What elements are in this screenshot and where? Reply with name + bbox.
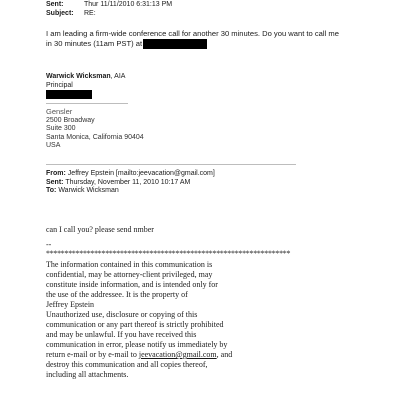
disclaimer-line: the use of the addressee. It is the property of <box>46 290 188 299</box>
from-label: From: <box>46 170 66 177</box>
address-line: 2500 Broadway <box>46 116 95 124</box>
message-divider <box>46 164 296 165</box>
disclaimer <box>46 260 346 380</box>
disclaimer-line: including all attachments. <box>46 370 129 379</box>
original-to-row <box>46 187 215 196</box>
reply-subject-row <box>46 9 96 18</box>
address-line: USA <box>46 142 61 150</box>
disclaimer-line: constitute inside information, and is intended only for <box>46 280 218 289</box>
sent-label: Sent: <box>46 178 64 186</box>
disclaimer-line: communication in error, please notify us immediately by <box>46 340 228 349</box>
sent-value: Thur 11/11/2010 6:31:13 PM <box>84 1 173 8</box>
original-body: can I call you? please send nmber <box>46 225 154 234</box>
address-line: Suite 300 <box>46 125 76 133</box>
signature-title: Principal <box>46 81 73 89</box>
redaction-box <box>143 39 207 49</box>
company-name: Gensler <box>46 107 73 116</box>
signature-name: Warwick Wicksman <box>46 73 111 80</box>
signature-credential: , AIA <box>110 73 126 80</box>
original-from-row <box>46 170 215 179</box>
original-sent-row <box>46 179 215 188</box>
sent-label: Sent: <box>46 1 64 8</box>
signature-name-row <box>46 73 125 82</box>
original-header <box>46 170 215 196</box>
disclaimer-line: destroy this communication and all copies thereof, <box>46 360 208 369</box>
reply-sent-row <box>46 0 172 9</box>
signature-divider <box>46 103 128 104</box>
disclaimer-line: Jeffrey Epstein <box>46 300 95 309</box>
to-label: To: <box>46 187 57 194</box>
separator-dashes: -- <box>46 240 52 249</box>
reply-body-line-1: I am leading a firm-wide conference call for another 30 minutes. Do you want to call me <box>46 29 339 38</box>
disclaimer-line: Unauthorized use, disclosure or copying of this <box>46 310 198 319</box>
subject-value: RE: <box>84 10 96 17</box>
separator-stars: ****************************************************************** <box>46 249 291 258</box>
reply-body <box>46 29 386 49</box>
signature-block <box>46 73 125 100</box>
disclaimer-line: communication or any part thereof is strictly prohibited <box>46 320 224 329</box>
disclaimer-text: return e-mail or by e-mail to <box>46 350 139 359</box>
disclaimer-line: confidential, may be attorney-client privileged, may <box>46 270 213 279</box>
subject-label: Subject: <box>46 10 74 17</box>
email-link[interactable]: jeevacation@gmail.com <box>138 350 217 359</box>
disclaimer-line <box>46 350 346 360</box>
from-value: Jeffrey Epstein [mailto:jeevacation@gmail.com] <box>67 170 215 177</box>
disclaimer-line: The information contained in this communication is <box>46 260 213 269</box>
redaction-box <box>46 90 92 99</box>
reply-body-line-2-text: in 30 minutes (11am PST) at <box>46 39 143 48</box>
to-value: Warwick Wicksman <box>58 187 119 194</box>
signature-redaction-row <box>46 90 125 100</box>
disclaimer-text: , and <box>216 350 233 359</box>
disclaimer-line: and may be unlawful. If you have received this <box>46 330 197 339</box>
address-line: Santa Monica, California 90404 <box>46 133 144 141</box>
sent-value: Thursday, November 11, 2010 10:17 AM <box>65 178 191 186</box>
reply-body-line-2 <box>46 39 386 49</box>
company-address <box>46 108 144 151</box>
